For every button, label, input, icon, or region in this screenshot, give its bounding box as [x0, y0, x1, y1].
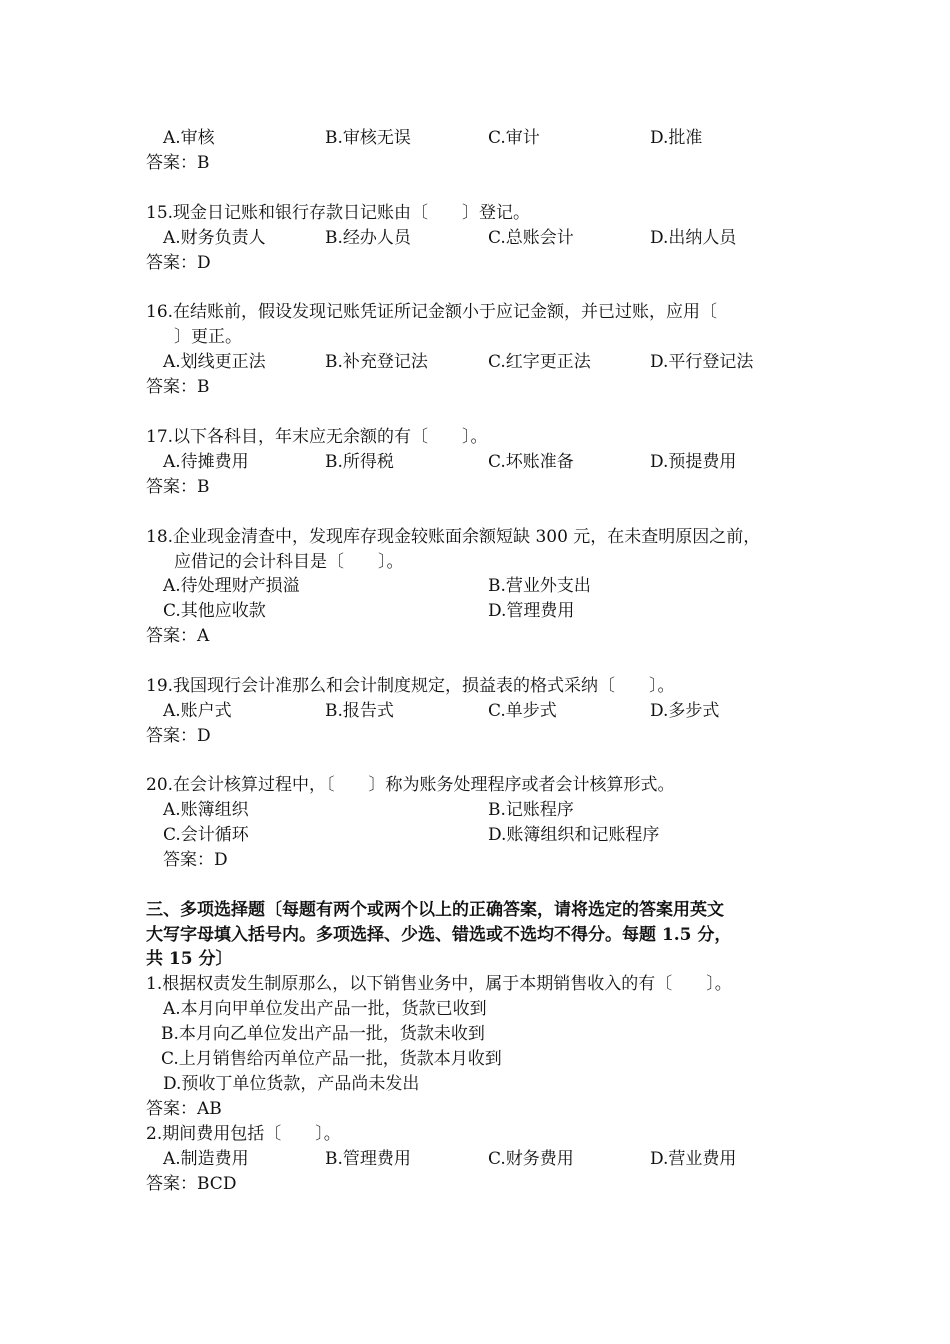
m2-option-a: A.制造费用	[163, 1149, 249, 1169]
m2-stem: 2.期间费用包括〔 〕。	[146, 1124, 341, 1144]
q19-option-b: B.报告式	[325, 701, 394, 721]
q18-options-row2	[163, 599, 883, 624]
q16-option-c: C.红字更正法	[488, 352, 591, 372]
q18-answer: 答案：A	[146, 626, 210, 646]
m2-options	[163, 1147, 883, 1172]
q20-options-row1	[163, 798, 883, 823]
q15-option-c: C.总账会计	[488, 228, 574, 248]
q17-option-b: B.所得税	[325, 452, 394, 472]
q20-option-b: B.记账程序	[488, 800, 574, 820]
q15-option-d: D.出纳人员	[650, 228, 737, 248]
q18-option-c: C.其他应收款	[163, 601, 266, 621]
m1-option-d: D.预收丁单位货款，产品尚未发出	[163, 1074, 420, 1094]
q20-option-d: D.账簿组织和记账程序	[488, 825, 660, 845]
q15-stem: 15.现金日记账和银行存款日记账由〔 〕登记。	[146, 203, 531, 223]
q18-option-a: A.待处理财产损溢	[163, 576, 300, 596]
q18-stem-line1: 18.企业现金清查中，发现库存现金较账面余额短缺 300 元，在未查明原因之前，	[146, 527, 761, 547]
q16-option-a: A.划线更正法	[163, 352, 266, 372]
m1-option-c: C.上月销售给丙单位产品一批，货款本月收到	[161, 1049, 502, 1069]
q16-stem-line2: 〕更正。	[174, 327, 242, 347]
q20-option-a: A.账簿组织	[163, 800, 249, 820]
q19-options	[163, 699, 883, 724]
q14-option-c: C.审计	[488, 128, 540, 148]
q17-options	[163, 450, 883, 475]
q18-option-b: B.营业外支出	[488, 576, 591, 596]
q18-option-d: D.管理费用	[488, 601, 575, 621]
q15-option-a: A.财务负责人	[163, 228, 266, 248]
q15-options	[163, 226, 883, 251]
q15-answer: 答案：D	[146, 253, 211, 273]
q17-option-c: C.坏账准备	[488, 452, 574, 472]
q19-option-a: A.账户式	[163, 701, 232, 721]
q17-option-d: D.预提费用	[650, 452, 737, 472]
q20-stem: 20.在会计核算过程中，〔 〕称为账务处理程序或者会计核算形式。	[146, 775, 675, 795]
m2-option-c: C.财务费用	[488, 1149, 574, 1169]
m1-option-b: B.本月向乙单位发出产品一批，货款未收到	[161, 1024, 485, 1044]
q19-option-d: D.多步式	[650, 701, 720, 721]
q14-answer: 答案：B	[146, 153, 210, 173]
m2-option-d: D.营业费用	[650, 1149, 737, 1169]
q19-answer: 答案：D	[146, 726, 211, 746]
q18-stem-line2: 应借记的会计科目是〔 〕。	[174, 552, 404, 572]
m1-option-a: A.本月向甲单位发出产品一批，货款已收到	[163, 999, 487, 1019]
section3-heading-line3: 共 15 分〕	[146, 949, 233, 969]
q17-stem: 17.以下各科目，年末应无余额的有〔 〕。	[146, 427, 488, 447]
section3-heading-line2: 大写字母填入括号内。多项选择、少选、错选或不选均不得分。每题 1.5 分，	[146, 925, 732, 945]
q16-stem-line1: 16.在结账前，假设发现记账凭证所记金额小于应记金额，并已过账，应用〔	[146, 302, 718, 322]
section3-heading-line1: 三、多项选择题〔每题有两个或两个以上的正确答案，请将选定的答案用英文	[146, 900, 724, 920]
q16-option-d: D.平行登记法	[650, 352, 754, 372]
m1-stem: 1.根据权责发生制原那么，以下销售业务中，属于本期销售收入的有〔 〕。	[146, 974, 732, 994]
q20-options-row2	[163, 823, 883, 848]
q18-options-row1	[163, 574, 883, 599]
q19-option-c: C.单步式	[488, 701, 557, 721]
q20-option-c: C.会计循环	[163, 825, 249, 845]
q16-option-b: B.补充登记法	[325, 352, 428, 372]
q17-option-a: A.待摊费用	[163, 452, 249, 472]
q15-option-b: B.经办人员	[325, 228, 411, 248]
q20-answer: 答案：D	[163, 850, 228, 870]
q14-options	[163, 126, 883, 151]
m2-answer: 答案：BCD	[146, 1174, 237, 1194]
q14-option-d: D.批准	[650, 128, 703, 148]
q16-options	[163, 350, 883, 375]
q14-option-b: B.审核无误	[325, 128, 411, 148]
q14-option-a: A.审核	[163, 128, 215, 148]
m1-answer: 答案：AB	[146, 1099, 222, 1119]
q17-answer: 答案：B	[146, 477, 210, 497]
q19-stem: 19.我国现行会计准那么和会计制度规定，损益表的格式采纳〔 〕。	[146, 676, 675, 696]
m2-option-b: B.管理费用	[325, 1149, 411, 1169]
q16-answer: 答案：B	[146, 377, 210, 397]
